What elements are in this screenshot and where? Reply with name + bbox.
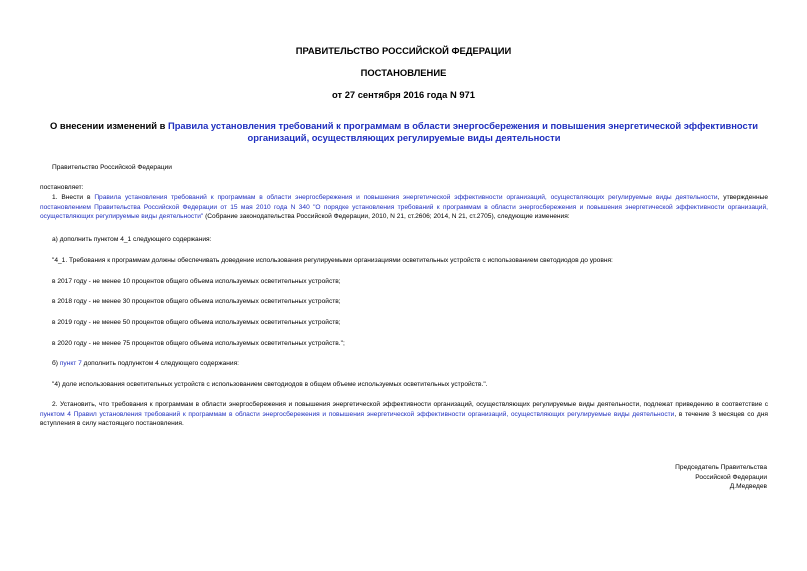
p1-decree-link[interactable]: постановлением Правительства Российской Федерации от 15 мая 2010 года N 340 "О порядке установления требований к программам в области энергосбережения и повышения энергетической эффективности организаций, осуществляющих регулируемые виды деятельности": [40, 203, 768, 220]
document-title: [40, 120, 768, 144]
title-rules-link[interactable]: Правила установления требований к программам в области энергосбережения и повышения энергетической эффективности организаций, осуществляющих регулируемые виды деятельности: [167, 120, 759, 143]
item-b-point-7-link[interactable]: пункт 7: [59, 360, 82, 367]
header-org: ПРАВИТЕЛЬСТВО РОССИЙСКОЙ ФЕДЕРАЦИИ: [295, 45, 512, 56]
item-a-text: а) дополнить пунктом 4_1 следующего содержания:: [52, 236, 212, 243]
p1-rules-link[interactable]: Правила установления требований к программам в области энергосбережения и повышения энергетической эффективности организаций, осуществляющих регулируемые виды деятельности: [94, 194, 718, 201]
year-2020-text: в 2020 году - не менее 75 процентов общего объема используемых осветительных устройств.";: [52, 340, 345, 347]
item-b-text-b: дополнить подпунктом 4 следующего содержания:: [81, 360, 240, 367]
signature-title: Председатель Правительства: [675, 464, 767, 471]
year-2018-text: в 2018 году - не менее 30 процентов общего объема используемых осветительных устройств;: [52, 298, 341, 305]
header-date-number: от 27 сентября 2016 года N 971: [332, 89, 475, 100]
quote-4-1-text: "4_1. Требования к программам должны обеспечивать доведение использования регулируемыми организациями осветительных устройств с использованием светодиодов до уровня:: [52, 257, 613, 264]
issuer-text: Правительство Российской Федерации: [52, 164, 172, 171]
header-doc-type: ПОСТАНОВЛЕНИЕ: [360, 67, 447, 78]
paragraph-2: [40, 400, 768, 429]
item-b-text: [40, 359, 768, 369]
item-b-text-a: б): [52, 360, 60, 367]
p1-text-c: (Собрание законодательства Российской Федерации, 2010, N 21, ст.2606; 2014, N 21, ст.2705), следующие изменения:: [203, 213, 570, 220]
paragraph-1: [40, 193, 768, 222]
quote-4-text: "4) доле использования осветительных устройств с использованием светодиодов в общем объеме используемых осветительных устройств.".: [52, 381, 488, 388]
signature-country: Российской Федерации: [695, 473, 767, 481]
p1-text-b: , утвержденные: [717, 194, 768, 201]
p2-text-a: 2. Установить, что требования к программам в области энергосбережения и повышения энергетической эффективности организаций, осуществляющих регулируемые виды деятельности, подлежат приведению в соответствие с: [52, 401, 768, 408]
title-prefix: О внесении изменений в: [49, 120, 168, 131]
signature-name: Д.Медведев: [729, 483, 767, 490]
p1-text-a: 1. Внести в: [52, 194, 95, 201]
signature-block: [567, 463, 767, 492]
year-2019-text: в 2019 году - не менее 50 процентов общего объема используемых осветительных устройств;: [52, 319, 341, 326]
p2-point-4-link[interactable]: пунктом 4 Правил установления требований к программам в области энергосбережения и повышения энергетической эффективности организаций, осуществляющих регулируемые виды деятельности: [40, 410, 675, 418]
p2-text-b: , в течение 3 месяцев со дня вступления в силу настоящего постановления.: [40, 410, 768, 427]
decrees-text: постановляет:: [40, 184, 84, 191]
year-2017-text: в 2017 году - не менее 10 процентов общего объема используемых осветительных устройств;: [52, 278, 341, 285]
